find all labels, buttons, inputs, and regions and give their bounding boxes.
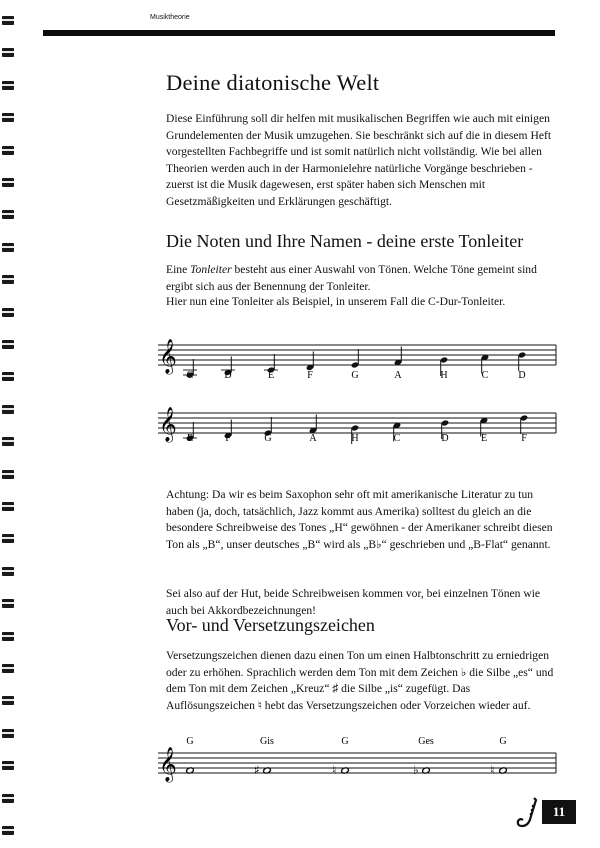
note-name-label: E bbox=[186, 433, 194, 444]
note-name-label: E bbox=[267, 370, 275, 381]
note-name-label: F bbox=[225, 433, 231, 444]
accidental-sign: ♭ bbox=[413, 763, 419, 777]
note-name-label: C bbox=[481, 370, 489, 381]
note-name-label: E bbox=[480, 433, 488, 444]
note-name-label: Gis bbox=[260, 736, 274, 747]
page-number: 11 bbox=[542, 800, 576, 824]
note-name-label: D bbox=[441, 433, 449, 444]
note-name-label: A bbox=[394, 370, 402, 381]
note-name-label: C bbox=[186, 370, 194, 381]
accidentals-paragraph: Versetzungszeichen dienen dazu einen Ton um einen Halbtonschritt zu erniedrigen oder zu erhöhen. Sprachlich werden dem Ton mit dem Zeichen ♭ die Silbe „es“ und dem Ton mit dem Zeichen „Kreuz“ ♯ die Silbe „is“ zugefügt. Das Auflösungszeichen ♮ hebt das Versetzungszeichen oder Vorzeichen wieder auf. bbox=[166, 649, 554, 712]
note-name-label: G bbox=[264, 433, 272, 444]
note-name-label: G bbox=[186, 736, 194, 747]
accidental-sign: ♮ bbox=[332, 763, 337, 777]
section-heading-notes: Die Noten und Ihre Namen - deine erste Tonleiter bbox=[166, 231, 524, 251]
note-name-label: Ges bbox=[418, 736, 434, 747]
warning-paragraph: Sei also auf der Hut, beide Schreibweisen kommen vor, bei einzelnen Tönen wie auch bei Akkordbezeichnungen! bbox=[166, 587, 541, 617]
scale-example-text: Hier nun eine Tonleiter als Beispiel, in unserem Fall die C-Dur-Tonleiter. bbox=[166, 295, 506, 308]
scale-text-b: besteht aus einer Auswahl von Tönen. Welche Töne gemeint sind ergibt sich aus der Benennung der Tonleiter. bbox=[166, 263, 537, 293]
accidental-sign: ♯ bbox=[254, 763, 260, 777]
treble-clef: 𝄞 bbox=[159, 339, 177, 374]
note-name-label: F bbox=[307, 370, 313, 381]
note-name-label: G bbox=[499, 736, 507, 747]
note-name-label: F bbox=[521, 433, 527, 444]
scale-text-a: Eine bbox=[166, 263, 191, 276]
note-name-label: C bbox=[393, 433, 401, 444]
note-name-label: D bbox=[224, 370, 232, 381]
note-name-label: G bbox=[351, 370, 359, 381]
note-name-label: H bbox=[351, 433, 359, 444]
attention-paragraph: Achtung: Da wir es beim Saxophon sehr oft mit amerikanische Literatur zu tun haben (ja, doch, tatsächlich, Jazz kommt aus Amerika) solltest du gleich an die besondere Schreibweise des Tones „H“ gewöhnen - der Amerikaner schreibt diesen Ton als „B“, unser deutsches „B“ wird als „B♭“ geschrieben und „B-Flat“ genannt. bbox=[166, 488, 553, 551]
note-name-label: D bbox=[518, 370, 526, 381]
intro-paragraph: Diese Einführung soll dir helfen mit musikalischen Begriffen wie auch mit einigen Grundelementen der Musik umzugehen. Sie beschränkt sich auf die in diesem Heft vorgestellten Fachbegriffe und ist somit natürlich nicht vollständig. Wie bei allen Theorien werden auch in der Harmonielehre natürliche Vorgänge beschrieben - zuerst ist die Musik dagewesen, erst später haben sich Menschen mit Gesetzmäßigkeiten und Erklärungen geschäftigt. bbox=[166, 112, 552, 208]
treble-clef: 𝄞 bbox=[159, 407, 177, 442]
note-name-label: G bbox=[341, 736, 349, 747]
saxophone-icon bbox=[514, 796, 544, 830]
term-tonleiter: Tonleiter bbox=[190, 263, 232, 276]
accidental-sign: ♮ bbox=[490, 763, 495, 777]
running-head: Musiktheorie bbox=[150, 14, 190, 21]
treble-clef: 𝄞 bbox=[159, 747, 177, 782]
section-heading-accidentals: Vor- und Versetzungszeichen bbox=[166, 615, 375, 635]
page-title: Deine diatonische Welt bbox=[166, 70, 380, 95]
note-name-label: A bbox=[309, 433, 317, 444]
note-name-label: H bbox=[440, 370, 448, 381]
